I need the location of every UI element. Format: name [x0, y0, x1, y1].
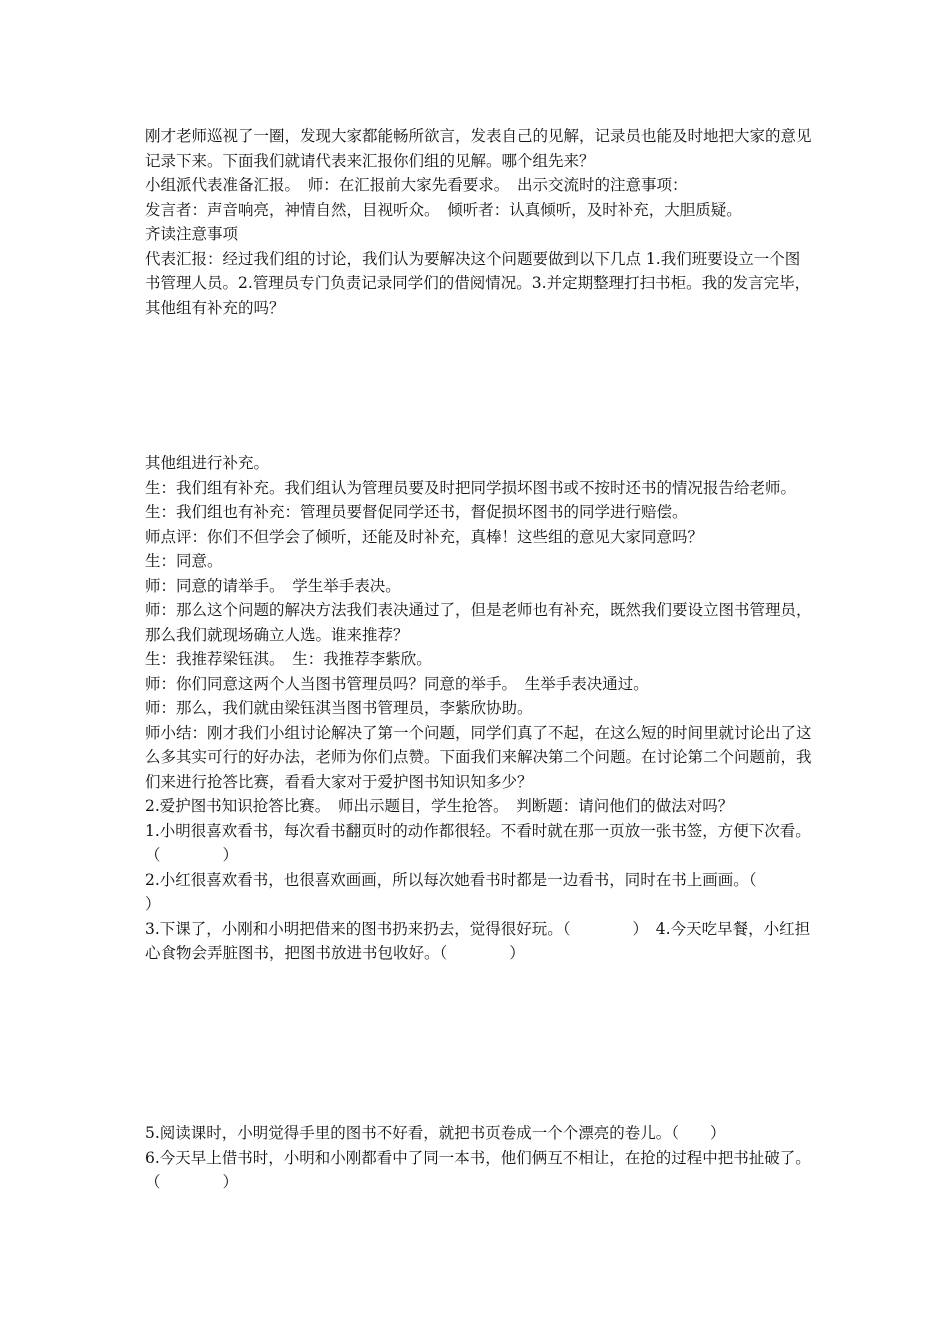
paragraph: 师：那么，我们就由梁钰淇当图书管理员，李紫欣协助。: [145, 699, 533, 717]
paragraph: 生：我们组有补充。我们组认为管理员要及时把同学损坏图书或不按时还书的情况报告给老师。: [145, 478, 797, 497]
paragraph: 齐读注意事项: [145, 225, 239, 243]
paragraph: 刚才老师巡视了一圈，发现大家都能畅所欲言，发表自己的见解，记录员也能及时地把大家的意见记录下来。下面我们就请代表来汇报你们组的见解。哪个组先来？: [145, 127, 812, 170]
quiz-question: 5.阅读课时，小明觉得手里的图书不好看，就把书页卷成一个个漂亮的卷儿。（ ）: [145, 1124, 726, 1142]
lesson-text-block-2: [145, 451, 819, 966]
paragraph: 其他组进行补充。: [145, 454, 270, 472]
quiz-question: 3.下课了，小刚和小明把借来的图书扔来扔去，觉得很好玩。（ ） 4.今天吃早餐，小红担心食物会弄脏图书，把图书放进书包收好。（ ）: [145, 919, 811, 962]
quiz-question: 1.小明很喜欢看书，每次看书翻页时的动作都很轻。不看时就在那一页放一张书签，方便下次看。（ ）: [145, 821, 811, 864]
quiz-question: 2.小红很喜欢看书，也很喜欢画画，所以每次她看书时都是一边看书，同时在书上画画。（ ）: [145, 870, 819, 913]
paragraph: 师点评：你们不但学会了倾听，还能及时补充，真棒！这些组的意见大家同意吗？: [145, 527, 704, 546]
paragraph: 师：你们同意这两个人当图书管理员吗？同意的举手。 生举手表决通过。: [145, 674, 649, 693]
quiz-heading: 2.爱护图书知识抢答比赛。 师出示题目，学生抢答。 判断题：请问他们的做法对吗？: [145, 797, 734, 815]
paragraph: 师：那么这个问题的解决方法我们表决通过了，但是老师也有补充，既然我们要设立图书管理员，那么我们就现场确立人选。谁来推荐？: [145, 601, 812, 644]
paragraph: 生：我推荐梁钰淇。 生：我推荐李紫欣。: [145, 650, 432, 668]
lesson-text-block-1: [145, 124, 815, 320]
paragraph: 代表汇报：经过我们组的讨论，我们认为要解决这个问题要做到以下几点 1.我们班要设立一个图书管理人员。2.管理员专门负责记录同学们的借阅情况。3.并定期整理打扫书柜。我的发言完毕，其他组有补充的吗？: [145, 249, 811, 317]
paragraph: 生：我们组也有补充：管理员要督促同学还书，督促损坏图书的同学进行赔偿。: [145, 503, 688, 521]
paragraph: 发言者：声音响亮，神情自然，目视听众。 倾听者：认真倾听，及时补充，大胆质疑。: [145, 200, 742, 219]
paragraph: 小组派代表准备汇报。 师：在汇报前大家先看要求。 出示交流时的注意事项：: [145, 176, 688, 194]
paragraph: 师：同意的请举手。 学生举手表决。: [145, 576, 401, 595]
quiz-question: 6.今天早上借书时，小明和小刚都看中了同一本书，他们俩互不相让，在抢的过程中把书扯破了。（ ）: [145, 1148, 811, 1191]
lesson-text-block-3: [145, 1121, 815, 1195]
paragraph: 师小结：刚才我们小组讨论解决了第一个问题，同学们真了不起，在这么短的时间里就讨论出了这么多其实可行的好办法，老师为你们点赞。下面我们来解决第二个问题。在讨论第二个问题前，我们来进行抢答比赛，看看大家对于爱护图书知识知多少？: [145, 723, 812, 791]
paragraph: 生：同意。: [145, 552, 223, 570]
